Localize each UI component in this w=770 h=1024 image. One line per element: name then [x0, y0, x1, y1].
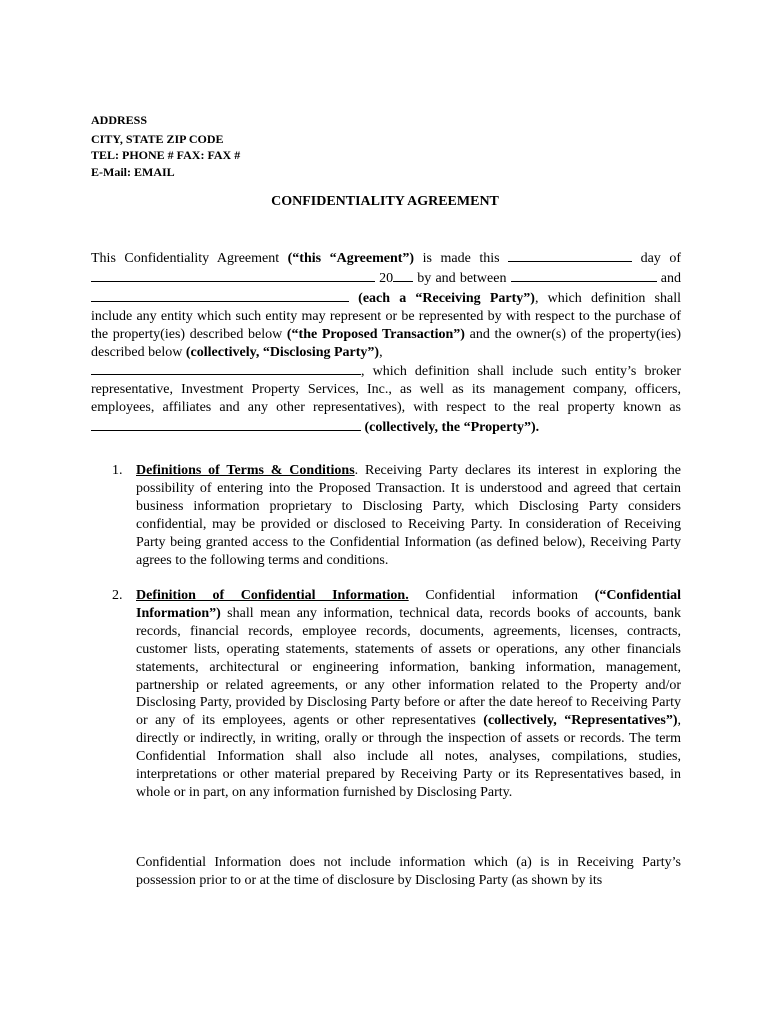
section-text: Confidential information — [408, 588, 595, 603]
section-text: , directly or indirectly, in writing, orally or through the inspection of assets or records. The term Confidential Information shall also include all notes, analyses, compilations, studies, interpretations or other material prepared by Receiving Party or its Representatives based, in whole or in part, on any information furnished by Disclosing Party. — [136, 713, 681, 800]
confidential-information-term: (“Confidential Information”) — [136, 588, 681, 621]
month-blank — [91, 268, 375, 282]
day-blank — [508, 248, 632, 262]
intro-text: , which definition shall include any entity which such entity may represent or be represented by with respect to the purchase of the property(ies) described below — [91, 290, 682, 342]
city-state-zip-line: CITY, STATE ZIP CODE — [91, 131, 224, 146]
intro-text: and — [656, 270, 682, 286]
disclosing-party-term: (collectively, “Disclosing Party”) — [185, 344, 380, 360]
representatives-term: (collectively, “Representatives”) — [483, 713, 678, 729]
property-term: (collectively, the “Property”). — [364, 420, 540, 436]
sender-address-block — [91, 112, 240, 180]
section-text: . Receiving Party declares its interest in exploring the possibility of entering into the Proposed Transaction. It is understood and agreed that certain business information proprietary to Disclosing Party, which Disclosing Party considers confidential, may be provided or disclosed to Receiving Party. In consideration of Receiving Party being granted access to the Confidential Information (as defined below), Receiving Party agrees to the following terms and conditions. — [136, 463, 681, 568]
intro-text: , which definition shall include such entity’s broker representative, Investment Property Services, Inc., as well as its management company, officers, employees, affiliates and any other representatives), with respect to the real property known as — [91, 364, 681, 416]
party-one-blank — [511, 268, 657, 282]
year-blank — [393, 268, 413, 282]
party-two-blank — [91, 288, 349, 302]
intro-text: , — [379, 344, 383, 360]
intro-text: and the owner(s) of the property(ies) described below — [91, 326, 682, 360]
section-number: 2. — [112, 588, 123, 603]
agreement-term: (“this “Agreement”) — [287, 251, 415, 266]
property-blank — [91, 417, 361, 431]
exclusions-paragraph: Confidential Information does not include information which (a) is in Receiving Party’s possession prior to or at the time of disclosure by Disclosing Party (as shown by its — [136, 855, 681, 888]
section-2 — [91, 587, 681, 802]
section-text: shall mean any information, technical data, records books of accounts, bank records, financial records, employee records, documents, agreements, licenses, contracts, customer lists, operating statements, statements of assets or operations, any other financials statements, architectural or engineering information, banking information, management, partnership or related agreements, or any other information related to the Property and/or Disclosing Party, provided by Disclosing Party before or after the date hereof to Receiving Party or any of its employees, agents or other representatives — [136, 605, 681, 729]
email-line: E-Mail: EMAIL — [91, 164, 175, 179]
phone-fax-line: TEL: PHONE # FAX: FAX # — [91, 148, 241, 162]
section-number: 1. — [112, 463, 123, 478]
proposed-transaction-term: (“the Proposed Transaction”) — [286, 326, 465, 342]
section-heading: Definitions of Terms & Conditions — [136, 463, 355, 478]
section-1 — [91, 462, 681, 569]
intro-text: by and between — [413, 270, 511, 286]
address-line: ADDRESS — [91, 113, 148, 127]
owner-blank — [91, 361, 361, 375]
section-body — [136, 587, 681, 802]
document-title: CONFIDENTIALITY AGREEMENT — [271, 194, 499, 209]
intro-paragraph — [91, 248, 681, 437]
receiving-party-term: (each a “Receiving Party”) — [358, 290, 535, 306]
intro-text: 20 — [375, 270, 394, 286]
intro-text: This Confidentiality Agreement — [91, 251, 288, 266]
section-body — [136, 462, 681, 569]
section-heading: Definition of Confidential Information. — [136, 588, 409, 603]
intro-text: day of — [632, 251, 681, 266]
intro-text: is made this — [414, 251, 509, 266]
